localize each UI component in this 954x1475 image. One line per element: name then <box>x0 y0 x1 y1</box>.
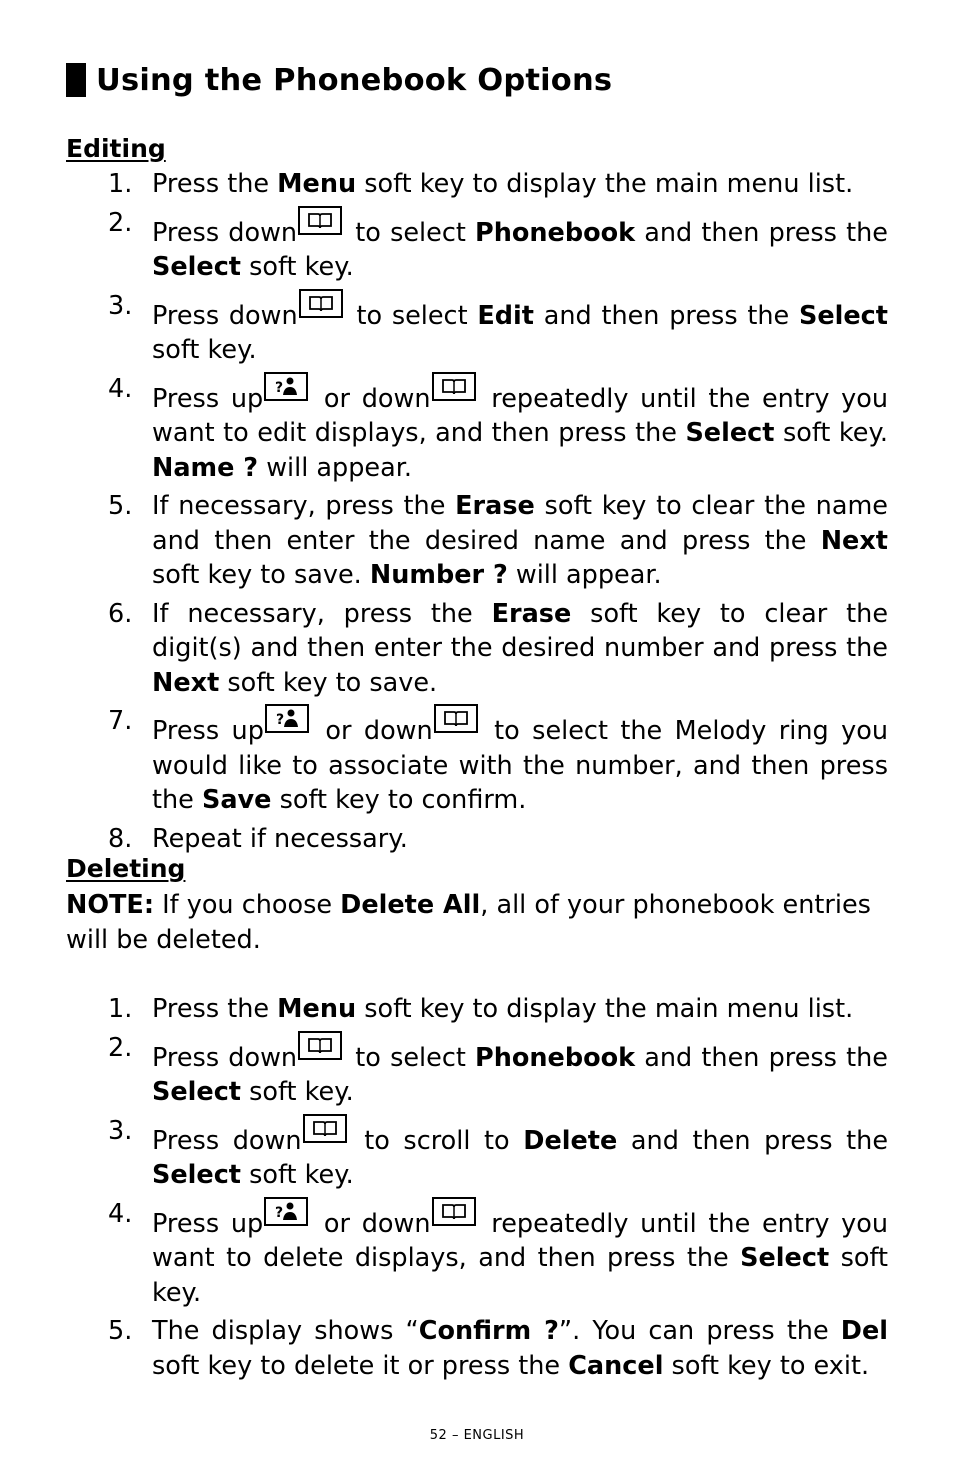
list-item <box>66 372 888 486</box>
bold-term: Select <box>798 300 888 331</box>
phonebook-down-key-icon <box>434 704 478 733</box>
bold-term: NOTE: <box>66 890 155 920</box>
list-item <box>66 206 888 285</box>
step-text: soft key to display the main menu list. <box>356 169 854 199</box>
step-text: to select <box>346 217 476 248</box>
step-text: Press down <box>152 1042 298 1073</box>
step-text: to select <box>346 300 478 331</box>
bold-term: Edit <box>477 300 534 331</box>
step-number: 1. <box>108 994 133 1024</box>
step-text: and then press the <box>635 1042 888 1073</box>
step-text: soft key to confirm. <box>271 785 527 815</box>
step-number: 4. <box>108 1198 133 1229</box>
step-text: to select <box>346 1042 476 1073</box>
bold-term: Phonebook <box>475 217 636 248</box>
step-text: Press the <box>152 994 278 1024</box>
bold-term: Cancel <box>568 1350 664 1381</box>
phonebook-down-key-icon <box>299 289 343 318</box>
bold-term: Confirm ? <box>418 1316 559 1346</box>
bold-term: Next <box>152 667 220 698</box>
step-text: Press up <box>152 383 264 414</box>
step-text: Repeat if necessary. <box>152 823 408 854</box>
bold-term: Select <box>152 252 242 282</box>
step-text: to select the Melody ring you would like to associate with the number, and then press the <box>152 716 888 815</box>
caller-id-up-key-icon <box>264 372 308 401</box>
step-text: will appear. <box>507 560 662 590</box>
step-text: Press down <box>152 1125 302 1156</box>
step-text: soft key. <box>152 335 257 365</box>
step-text: and then press the <box>635 217 888 248</box>
step-number: 5. <box>108 491 133 521</box>
delete-all-note <box>66 888 888 958</box>
step-number: 2. <box>108 207 133 238</box>
editing-steps <box>66 167 888 860</box>
bold-term: Delete All <box>340 890 481 920</box>
list-item <box>66 992 888 1027</box>
bold-term: Delete <box>523 1125 618 1156</box>
bold-term: Del <box>840 1316 888 1346</box>
editing-heading: Editing <box>66 134 166 163</box>
step-number: 3. <box>108 290 133 321</box>
step-text: or down <box>312 383 431 414</box>
step-text: soft key. <box>774 418 888 448</box>
step-text: Press down <box>152 300 298 331</box>
bold-term: Name ? <box>152 452 259 483</box>
step-text: Press up <box>152 1208 264 1239</box>
step-text: repeatedly until the entry you want to edit displays, and then press the <box>152 383 888 448</box>
bold-term: Select <box>740 1243 830 1273</box>
step-text: or down <box>312 1208 431 1239</box>
bold-term: Erase <box>491 598 572 629</box>
step-text: If necessary, press the <box>152 598 492 629</box>
bold-term: Next <box>820 525 888 556</box>
step-number: 6. <box>108 598 133 629</box>
phonebook-down-key-icon <box>303 1114 347 1143</box>
bold-term: Number ? <box>369 560 508 590</box>
step-text: soft key. <box>241 1077 354 1107</box>
step-number: 4. <box>108 373 133 404</box>
bold-term: Menu <box>277 994 357 1024</box>
svg-text:?: ? <box>275 712 285 728</box>
page-title-text: Using the Phonebook Options <box>96 62 613 98</box>
bold-term: Select <box>152 1077 242 1107</box>
step-text: or down <box>312 716 433 746</box>
step-number: 3. <box>108 1115 133 1146</box>
step-number: 2. <box>108 1032 133 1063</box>
step-text: Press the <box>152 169 278 199</box>
step-text: soft key to clear the digit(s) and then enter the desired number and press the <box>152 598 889 663</box>
step-text: soft key to exit. <box>663 1350 870 1381</box>
svg-text:?: ? <box>275 379 284 396</box>
bold-term: Save <box>201 785 272 815</box>
step-text: ”. You can press the <box>558 1316 841 1346</box>
list-item <box>66 289 888 368</box>
step-number: 7. <box>108 706 133 736</box>
phonebook-down-key-icon <box>298 206 342 235</box>
phonebook-down-key-icon <box>298 1031 342 1060</box>
list-item <box>66 1197 888 1311</box>
step-text: soft key. <box>152 1243 888 1308</box>
step-text: soft key to display the main menu list. <box>356 994 854 1024</box>
step-number: 1. <box>108 169 133 199</box>
step-number: 8. <box>108 823 133 854</box>
bold-term: Phonebook <box>475 1042 636 1073</box>
list-item <box>66 1031 888 1110</box>
step-text: soft key. <box>241 252 354 282</box>
phonebook-down-key-icon <box>432 372 476 401</box>
list-item <box>66 489 888 593</box>
list-item <box>66 822 888 857</box>
deleting-heading: Deleting <box>66 854 186 883</box>
step-text: to scroll to <box>350 1125 524 1156</box>
step-text: soft key to save. <box>152 560 370 590</box>
step-text: Press up <box>152 716 264 746</box>
list-item <box>66 167 888 202</box>
caller-id-up-key-icon <box>265 704 309 733</box>
page-title <box>66 58 612 102</box>
step-text: If you choose <box>154 890 341 920</box>
bold-term: Select <box>685 418 775 448</box>
list-item <box>66 1314 888 1383</box>
step-text: and then press the <box>533 300 799 331</box>
step-text: , all of your phonebook entries will be deleted. <box>66 890 871 955</box>
svg-text:?: ? <box>275 1204 284 1221</box>
caller-id-up-key-icon <box>264 1197 308 1226</box>
step-text: and then press the <box>617 1125 889 1156</box>
bold-term: Select <box>152 1160 242 1190</box>
page-footer: 52 – ENGLISH <box>429 1428 525 1443</box>
step-text: repeatedly until the entry you want to delete displays, and then press the <box>152 1208 888 1273</box>
step-text: Press down <box>152 217 298 248</box>
step-text: will appear. <box>258 452 412 483</box>
phonebook-down-key-icon <box>432 1197 476 1226</box>
step-text: soft key to clear the name and then enter the desired name and press the <box>152 491 888 556</box>
step-text: The display shows “ <box>152 1316 419 1346</box>
list-item <box>66 597 888 701</box>
bold-term: Menu <box>277 169 357 199</box>
title-marker <box>66 63 86 97</box>
step-number: 5. <box>108 1316 133 1346</box>
step-text: soft key to save. <box>219 667 438 698</box>
deleting-steps <box>66 992 888 1387</box>
step-text: If necessary, press the <box>152 491 456 521</box>
bold-term: Erase <box>455 491 535 521</box>
list-item <box>66 1114 888 1193</box>
step-text: soft key. <box>241 1160 354 1190</box>
list-item <box>66 704 888 818</box>
step-text: soft key to delete it or press the <box>152 1350 569 1381</box>
